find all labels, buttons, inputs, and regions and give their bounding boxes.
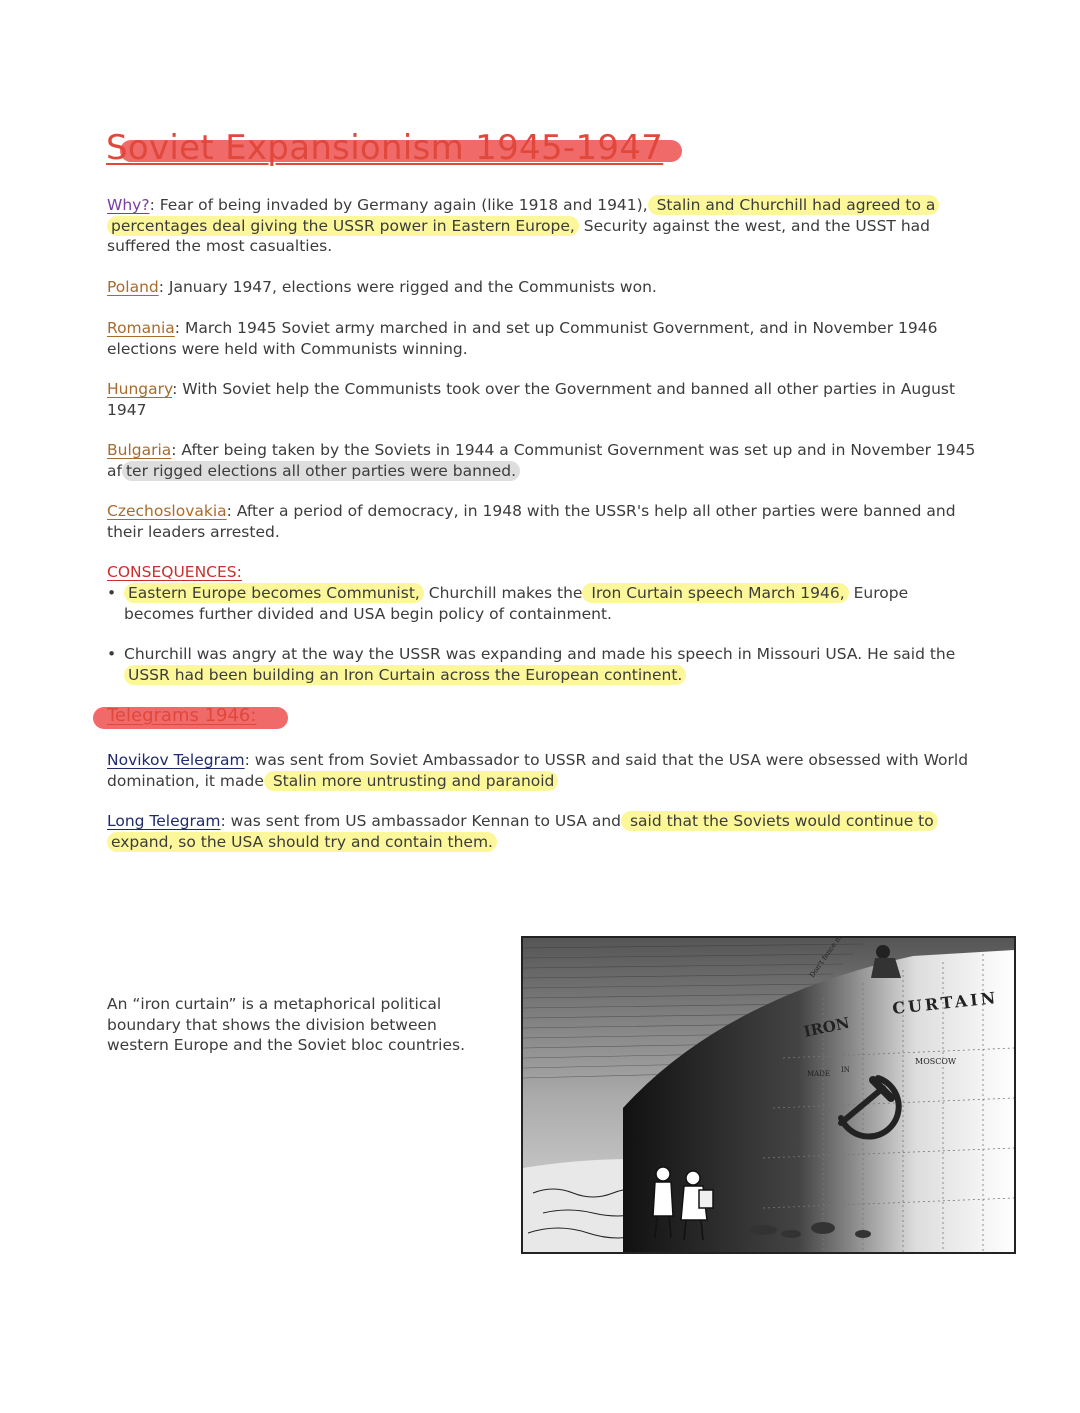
consequence-1-text-2: Europe becomes further divided and USA begin policy of containment.	[124, 584, 909, 623]
consequence-1-text-1: Churchill makes the	[423, 584, 583, 602]
telegrams-heading-block	[93, 705, 256, 726]
romania-text: : March 1945 Soviet army marched in and set up Communist Government, and in November 1946 elections were held with Communists winning.	[107, 319, 938, 358]
why-highlight: Stalin and Churchill had agreed to a percentages deal giving the USSR power in Eastern Europe,	[107, 195, 939, 236]
why-sep: :	[149, 196, 155, 214]
long-telegram-highlight: said that the Soviets would continue to expand, so the USA should try and contain them.	[107, 811, 938, 852]
consequences-list	[107, 583, 977, 685]
why-text-2: Security against the west, and the USST had suffered the most casualties.	[107, 216, 930, 255]
novikov-highlight: Stalin more untrusting and paranoid	[264, 771, 559, 791]
cartoon-word-curtain: CURTAIN	[891, 987, 1000, 1018]
long-telegram-paragraph	[107, 811, 977, 852]
telegrams-heading: Telegrams 1946:	[107, 705, 257, 726]
long-telegram-text: : was sent from US ambassador Kennan to USA and	[220, 812, 622, 830]
page-title: Soviet Expansionism 1945-1947	[106, 128, 664, 168]
bulgaria-paragraph	[107, 440, 977, 481]
consequence-item-1	[107, 583, 977, 624]
why-label: Why?	[107, 196, 150, 214]
cartoon-illustration	[523, 938, 1014, 1252]
bullet-icon: •	[107, 645, 117, 663]
consequences-label: CONSEQUENCES:	[107, 563, 242, 581]
bullet-icon: •	[107, 584, 117, 602]
hungary-paragraph	[107, 379, 977, 420]
novikov-paragraph	[107, 750, 977, 791]
poland-label: Poland	[107, 278, 159, 296]
cartoon-word-moscow: MOSCOW	[915, 1057, 957, 1066]
consequence-2-highlight: USSR had been building an Iron Curtain across the European continent.	[124, 665, 686, 685]
consequence-item-2	[107, 644, 977, 685]
title-block	[106, 128, 663, 168]
cartoon-word-in: IN	[841, 1066, 850, 1074]
romania-paragraph	[107, 318, 977, 359]
poland-paragraph	[107, 277, 977, 298]
czechoslovakia-label: Czechoslovakia	[107, 502, 227, 520]
czechoslovakia-text: : After a period of democracy, in 1948 with the USSR's help all other parties were banned and their leaders arrested.	[107, 502, 956, 541]
consequence-1-highlight-1: Eastern Europe becomes Communist,	[124, 583, 424, 603]
poland-text: : January 1947, elections were rigged and the Communists won.	[158, 278, 657, 296]
novikov-label: Novikov Telegram	[107, 751, 245, 769]
long-telegram-label: Long Telegram	[107, 812, 221, 830]
romania-label: Romania	[107, 319, 175, 337]
bulgaria-highlight: ter rigged elections all other parties were banned.	[122, 461, 520, 481]
iron-curtain-caption: An “iron curtain” is a metaphorical political boundary that shows the division between western Europe and the Soviet bloc countries.	[107, 995, 466, 1054]
consequences-heading-line	[107, 562, 977, 583]
czechoslovakia-paragraph	[107, 501, 977, 542]
consequence-2-text-1: Churchill was angry at the way the USSR was expanding and made his speech in Missouri USA. He said the	[124, 645, 956, 663]
novikov-text: : was sent from Soviet Ambassador to USSR and said that the USA were obsessed with World domination, it made	[107, 751, 969, 790]
why-paragraph	[107, 195, 977, 257]
hungary-text: : With Soviet help the Communists took over the Government and banned all other parties in August 1947	[107, 380, 956, 419]
cartoon-word-made: MADE	[807, 1070, 830, 1078]
why-text-1: Fear of being invaded by Germany again (like 1918 and 1941),	[154, 196, 648, 214]
iron-curtain-cartoon	[521, 936, 1016, 1254]
bulgaria-label: Bulgaria	[107, 441, 172, 459]
bulgaria-text-1: : After being taken by the Soviets in 1944 a Communist Government was set up and in November 1945 af	[107, 441, 976, 480]
hungary-label: Hungary	[107, 380, 173, 398]
cartoon-word-iron: IRON	[802, 1013, 852, 1041]
consequence-1-highlight-2: Iron Curtain speech March 1946,	[582, 583, 848, 603]
